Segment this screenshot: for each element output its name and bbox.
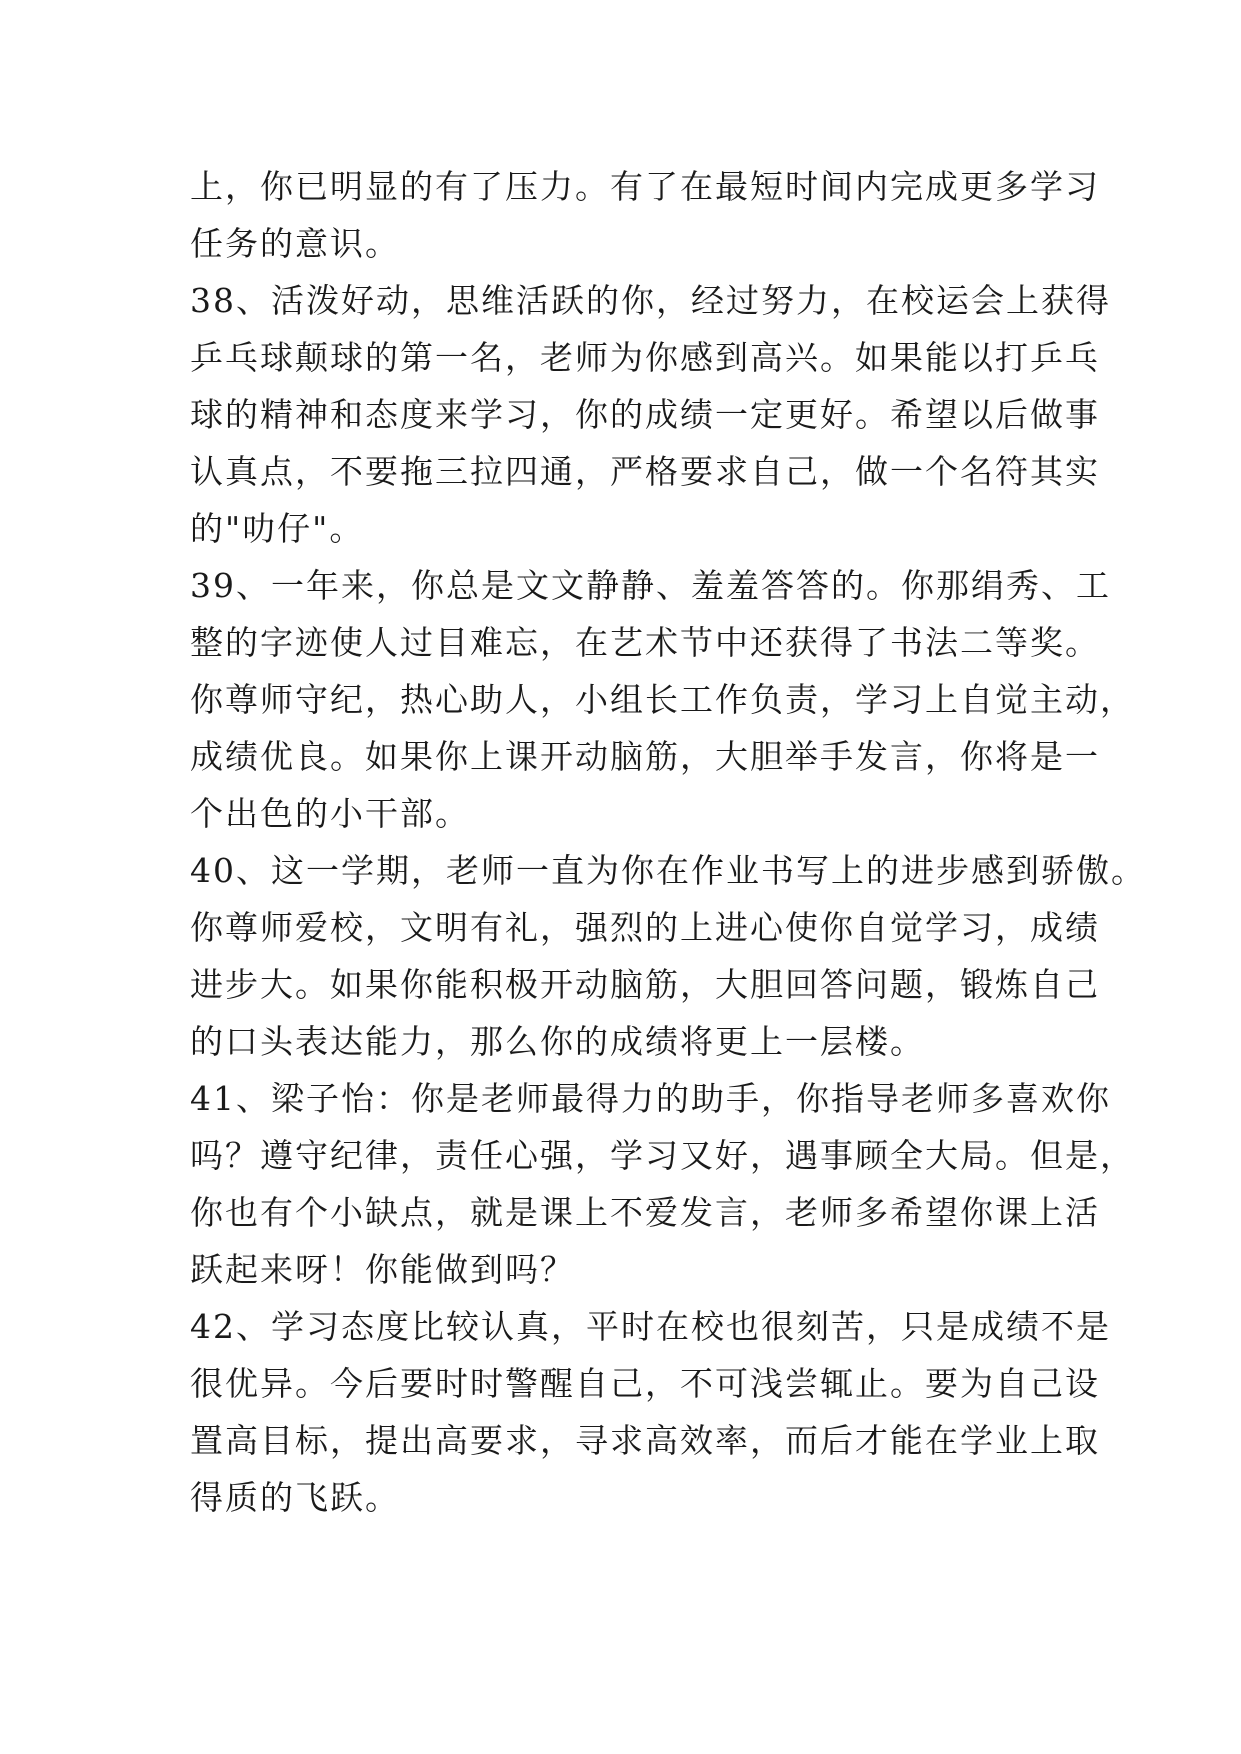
text-line: 进步大。如果你能积极开动脑筋，大胆回答问题，锻炼自己	[190, 965, 1100, 1004]
text-line: 得质的飞跃。	[190, 1478, 400, 1517]
text-line: 的口头表达能力，那么你的成绩将更上一层楼。	[190, 1022, 925, 1061]
text-line: 吗？遵守纪律，责任心强，学习又好，遇事顾全大局。但是，	[190, 1136, 1135, 1175]
text-line: 38、活泼好动，思维活跃的你，经过努力，在校运会上获得	[190, 281, 1111, 320]
text-line: 你尊师守纪，热心助人，小组长工作负责，学习上自觉主动，	[190, 680, 1135, 719]
text-line: 整的字迹使人过目难忘，在艺术节中还获得了书法二等奖。	[190, 623, 1100, 662]
text-line: 跃起来呀！你能做到吗？	[190, 1250, 575, 1289]
text-line: 任务的意识。	[190, 224, 400, 263]
text-line: 很优异。今后要时时警醒自己，不可浅尝辄止。要为自己设	[190, 1364, 1100, 1403]
text-line: 认真点，不要拖三拉四通，严格要求自己，做一个名符其实	[190, 452, 1100, 491]
text-line: 你也有个小缺点，就是课上不爱发言，老师多希望你课上活	[190, 1193, 1100, 1232]
text-line: 乒乓球颠球的第一名，老师为你感到高兴。如果能以打乒乓	[190, 338, 1100, 377]
text-line: 你尊师爱校，文明有礼，强烈的上进心使你自觉学习，成绩	[190, 908, 1100, 947]
text-line: 的"叻仔"。	[190, 509, 365, 548]
text-line: 成绩优良。如果你上课开动脑筋，大胆举手发言，你将是一	[190, 737, 1100, 776]
text-line: 42、学习态度比较认真，平时在校也很刻苦，只是成绩不是	[190, 1307, 1111, 1346]
text-line: 个出色的小干部。	[190, 794, 470, 833]
text-line: 39、一年来，你总是文文静静、羞羞答答的。你那绢秀、工	[190, 566, 1111, 605]
text-line: 上，你已明显的有了压力。有了在最短时间内完成更多学习	[190, 167, 1100, 206]
text-line: 置高目标，提出高要求，寻求高效率，而后才能在学业上取	[190, 1421, 1100, 1460]
text-line: 球的精神和态度来学习，你的成绩一定更好。希望以后做事	[190, 395, 1100, 434]
text-line: 40、这一学期，老师一直为你在作业书写上的进步感到骄傲。	[190, 851, 1146, 890]
text-line: 41、梁子怡：你是老师最得力的助手，你指导老师多喜欢你	[190, 1079, 1111, 1118]
document-body	[190, 158, 1146, 1526]
